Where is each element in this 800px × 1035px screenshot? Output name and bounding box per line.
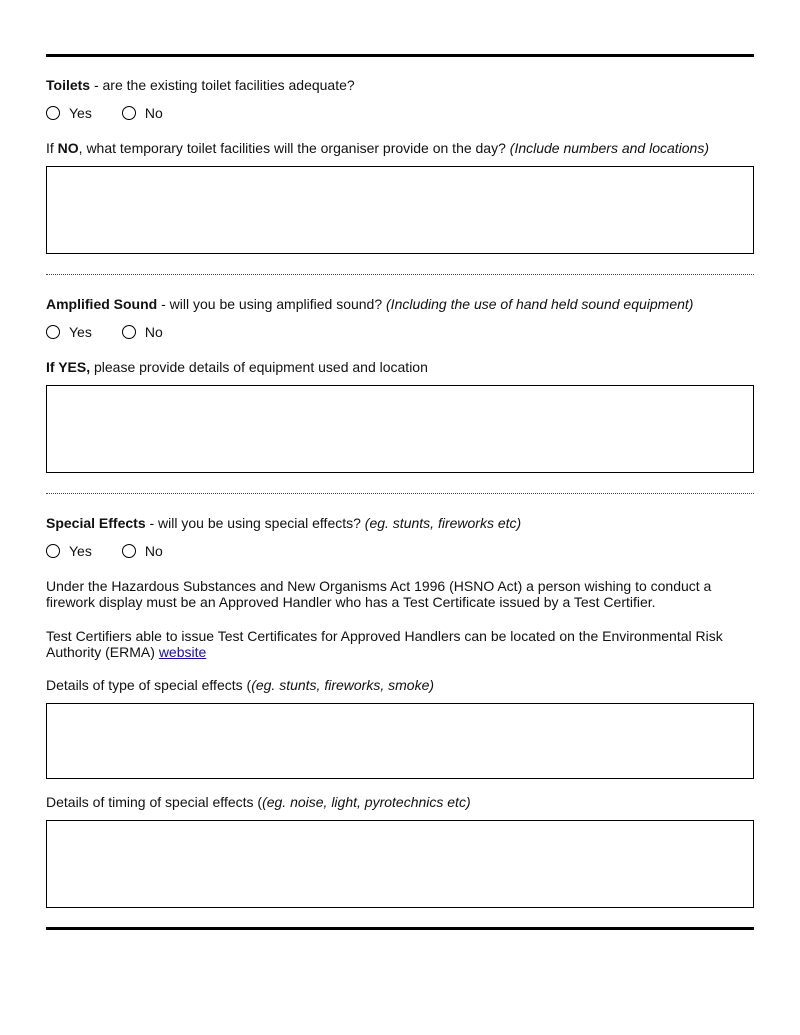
sound-yes-radio[interactable] — [46, 324, 92, 340]
hsno-paragraph: Under the Hazardous Substances and New Organisms Act 1996 (HSNO Act) a person wishing to conduct a firework display must be an Approved Handler who has a Test Certificate issued by a Test Certifier. — [46, 578, 712, 610]
toilets-title: Toilets — [46, 77, 91, 93]
sound-question — [46, 296, 693, 312]
section-divider — [46, 493, 754, 494]
label-bold: NO — [57, 140, 79, 156]
radio-label: Yes — [69, 324, 92, 340]
radio-circle-icon[interactable] — [122, 544, 136, 558]
effects-yes-radio[interactable] — [46, 543, 92, 559]
effects-timing-label — [46, 794, 471, 810]
question-italic: (eg. stunts, fireworks etc) — [364, 515, 522, 531]
label-italic: (eg. noise, light, pyrotechnics etc) — [262, 794, 471, 810]
effects-question — [46, 515, 521, 531]
toilets-question — [46, 77, 355, 93]
label-text: , what temporary toilet facilities will the organiser provide on the day? — [78, 140, 510, 156]
effects-radio-group — [46, 543, 193, 559]
toilets-details-field[interactable] — [46, 166, 754, 254]
erma-paragraph — [46, 628, 758, 660]
label-italic: (Include numbers and locations) — [509, 140, 710, 156]
effects-title: Special Effects — [46, 515, 146, 531]
radio-circle-icon[interactable] — [122, 325, 136, 339]
section-divider — [46, 274, 754, 275]
radio-label: No — [144, 543, 163, 559]
label-italic: (eg. stunts, fireworks, smoke) — [251, 677, 435, 693]
question-italic: (Including the use of hand held sound equipment) — [386, 296, 694, 312]
label-text: Details of timing of special effects ( — [46, 794, 263, 810]
question-text: - will you be using special effects? — [145, 515, 365, 531]
sound-no-radio[interactable] — [122, 324, 163, 340]
question-text: - will you be using amplified sound? — [157, 296, 387, 312]
sound-details-field[interactable] — [46, 385, 754, 473]
radio-label: Yes — [69, 105, 92, 121]
toilets-radio-group — [46, 105, 193, 121]
label-text: please provide details of equipment used and location — [90, 359, 428, 375]
radio-label: Yes — [69, 543, 92, 559]
effects-timing-field[interactable] — [46, 820, 754, 908]
label-text: Details of type of special effects ( — [46, 677, 252, 693]
radio-circle-icon[interactable] — [46, 544, 60, 558]
radio-circle-icon[interactable] — [46, 325, 60, 339]
label-text: If — [46, 140, 58, 156]
paragraph-text: Test Certifiers able to issue Test Certificates for Approved Handlers can be located on the Environmental Risk Authority (ERMA) — [46, 628, 723, 660]
radio-circle-icon[interactable] — [122, 106, 136, 120]
sound-title: Amplified Sound — [46, 296, 158, 312]
effects-type-field[interactable] — [46, 703, 754, 779]
effects-type-label — [46, 677, 434, 693]
radio-label: No — [144, 105, 163, 121]
radio-label: No — [144, 324, 163, 340]
sound-followup-label — [46, 359, 428, 375]
label-bold: If YES, — [46, 359, 91, 375]
erma-website-link[interactable]: website — [158, 644, 207, 660]
bottom-rule — [46, 927, 754, 930]
toilets-yes-radio[interactable] — [46, 105, 92, 121]
top-rule — [46, 54, 754, 57]
question-text: - are the existing toilet facilities adequate? — [90, 77, 355, 93]
effects-no-radio[interactable] — [122, 543, 163, 559]
toilets-no-radio[interactable] — [122, 105, 163, 121]
radio-circle-icon[interactable] — [46, 106, 60, 120]
toilets-followup-label — [46, 140, 709, 156]
sound-radio-group — [46, 324, 193, 340]
